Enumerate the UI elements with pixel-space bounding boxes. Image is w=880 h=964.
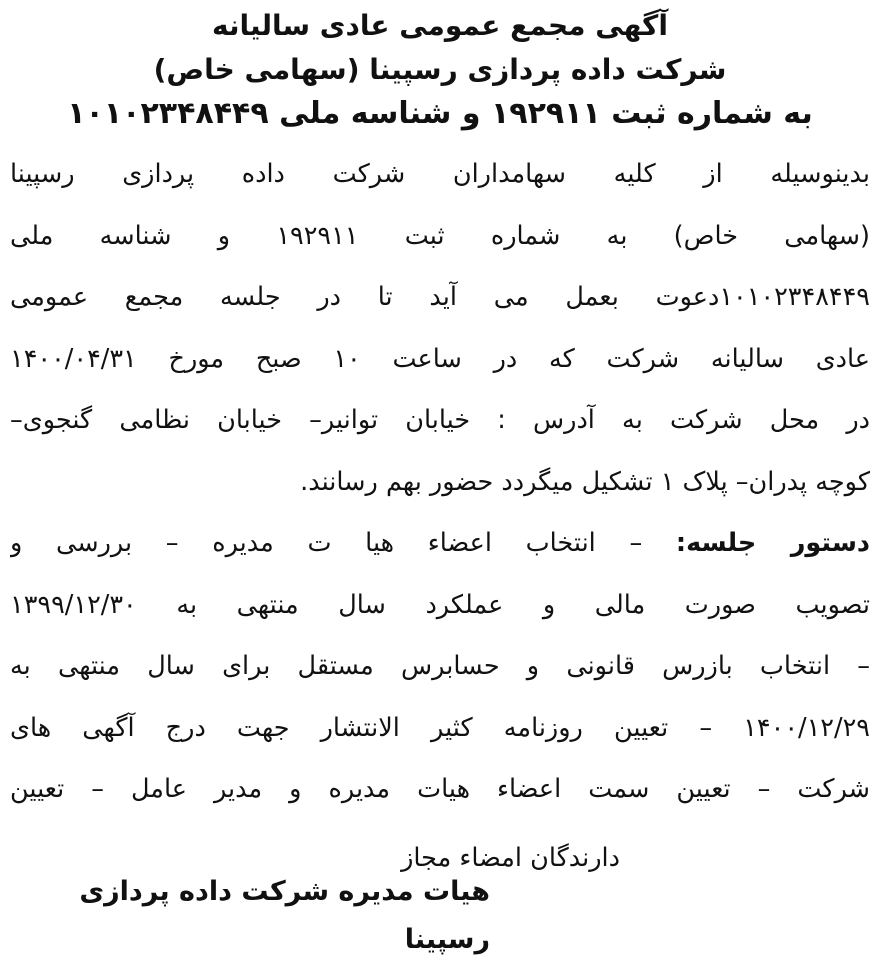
agenda-line: تصویب صورت مالی و عملکرد سال منتهی به ۱۳۹۹/۱۲/۳۰ xyxy=(10,589,870,620)
registration-info: به شماره ثبت ۱۹۲۹۱۱ و شناسه ملی ۱۰۱۰۲۳۴۸۴۴۹ xyxy=(67,96,813,131)
agenda-label: دستور جلسه: xyxy=(675,528,870,558)
agenda-first-line xyxy=(10,513,870,575)
notice-body xyxy=(10,144,870,821)
company-name: شرکت داده پردازی رسپینا (سهامی خاص) xyxy=(153,53,727,86)
body-line: ۱۰۱۰۲۳۴۸۴۴۹دعوت بعمل می آید تا در جلسه مجمع عمومی xyxy=(10,282,870,312)
agenda-line: شرکت – تعیین سمت اعضاء هیات مدیره و مدیر عامل – تعیین xyxy=(10,774,870,804)
body-line: در محل شرکت به آدرس : خیابان توانیر– خیابان نظامی گنجوی– xyxy=(10,405,870,435)
body-line: بدینوسیله از کلیه سهامداران شرکت داده پردازی رسپینا xyxy=(10,159,870,189)
board-signature: هیات مدیره شرکت داده پردازی رسپینا xyxy=(79,876,490,955)
notice-footer xyxy=(10,838,870,955)
body-line: عادی سالیانه شرکت که در ساعت ۱۰ صبح مورخ ۱۴۰۰/۰۴/۳۱ xyxy=(10,343,870,374)
agenda-last-line: دارندگان امضاء مجاز xyxy=(401,843,620,873)
agenda-line: ۱۴۰۰/۱۲/۲۹ – تعیین روزنامه کثیر الانتشار جهت درج آگهی های xyxy=(10,712,870,743)
notice-title: آگهی مجمع عمومی عادی سالیانه xyxy=(212,9,668,42)
body-line: (سهامی خاص) به شماره ثبت ۱۹۲۹۱۱ و شناسه ملی xyxy=(10,220,870,251)
agenda-line: – انتخاب بازرس قانونی و حسابرس مستقل برای سال منتهی به xyxy=(10,651,870,681)
agenda-item: – انتخاب اعضاء هیا ت مدیره – بررسی و xyxy=(10,528,676,558)
body-line: کوچه پدران– پلاک ۱ تشکیل میگردد حضور بهم رسانند. xyxy=(300,466,870,497)
